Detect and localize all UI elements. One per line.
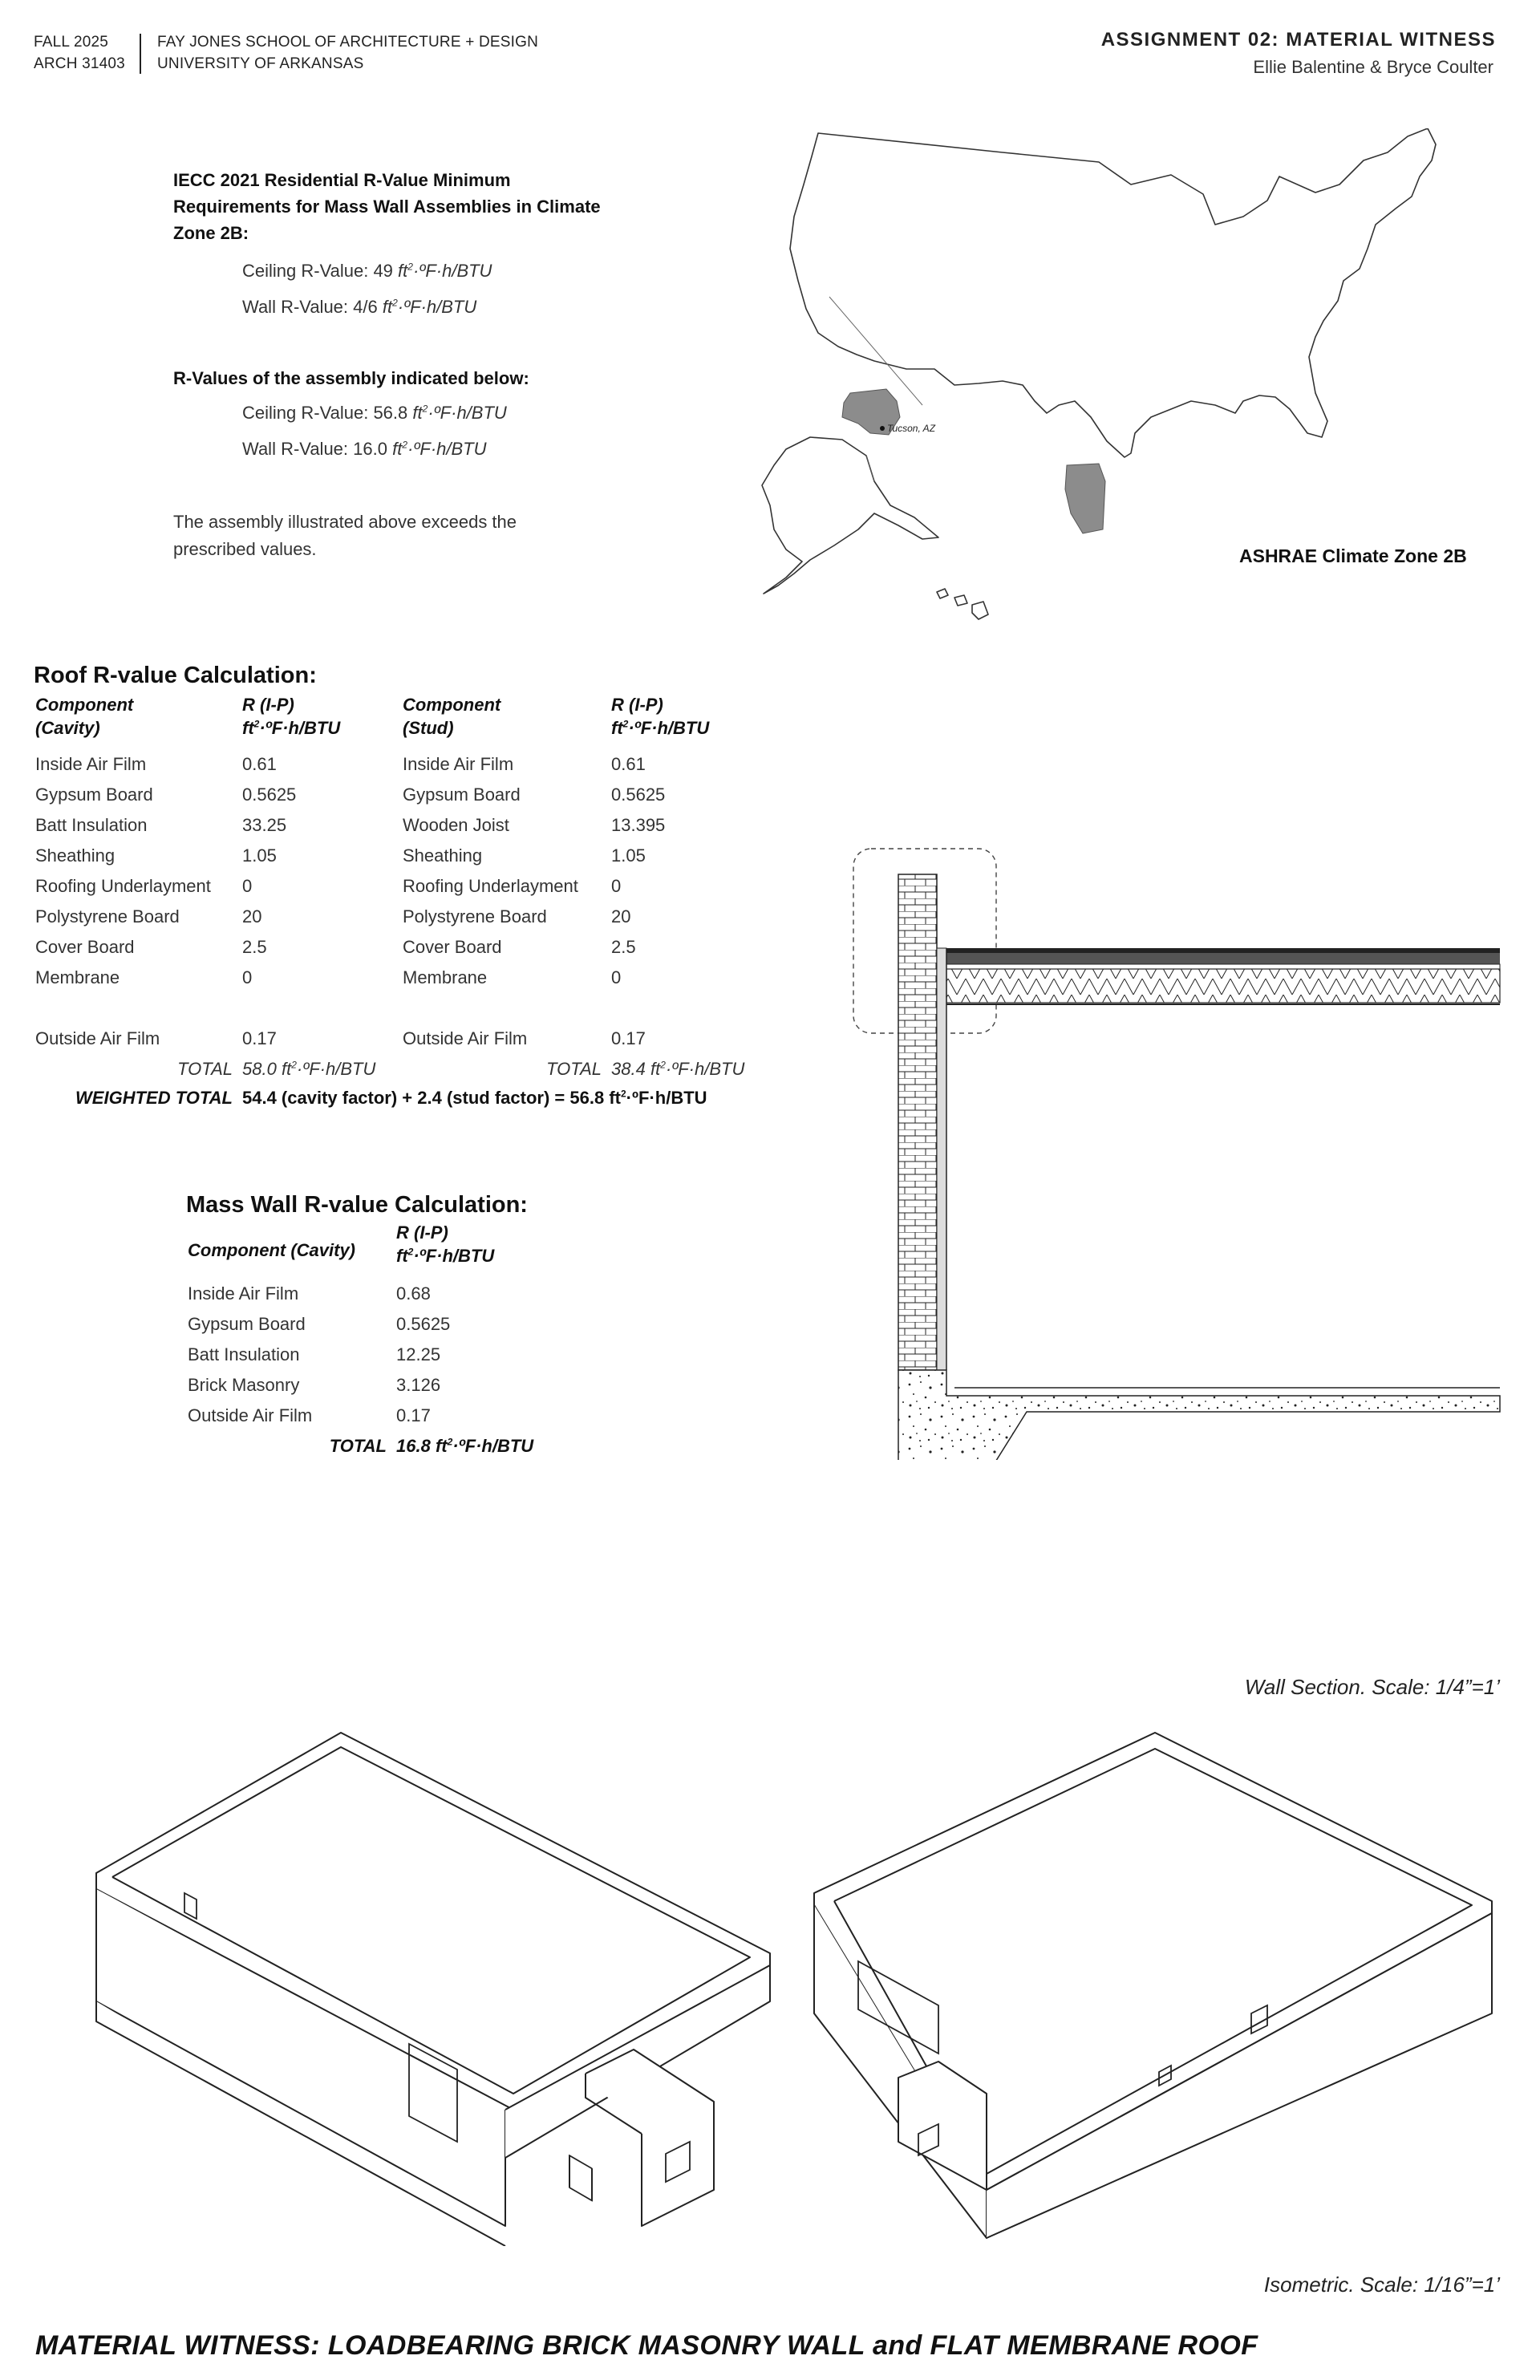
table-cell-r: 0 — [242, 967, 253, 987]
table-row: Polystyrene Board — [35, 906, 180, 926]
table-row: Gypsum Board — [403, 785, 521, 805]
wall-total-label: TOTAL — [329, 1436, 387, 1456]
assembly-title: R-Values of the assembly indicated below: — [173, 368, 529, 388]
table-cell-r: 0.5625 — [396, 1314, 451, 1334]
roof-cavity-r-header: R (I-P) $ft^2\cdot ºF\cdot h$/BTU — [242, 695, 341, 738]
table-cell-r: 2.5 — [242, 937, 267, 957]
table-cell-r: 13.395 — [611, 815, 666, 835]
assembly-note: The assembly illustrated above exceeds the prescribed values. — [173, 512, 517, 559]
school-label: FAY JONES SCHOOL OF ARCHITECTURE + DESIGN — [157, 34, 539, 51]
tucson-marker — [880, 426, 885, 431]
wall-component-header: Component (Cavity) — [188, 1240, 355, 1260]
table-cell-r: 0.5625 — [611, 785, 666, 805]
table-cell-r: 0.17 — [242, 1028, 277, 1048]
wall-section-drawing — [842, 834, 1524, 1460]
table-row: Outside Air Film — [403, 1028, 528, 1048]
table-row: Sheathing — [403, 845, 483, 866]
isometric-view-left — [80, 1709, 786, 2246]
table-cell-r: 0.5625 — [242, 785, 297, 805]
roof-cover-board — [946, 953, 1500, 964]
slab-footing — [898, 1370, 1500, 1460]
min-ceiling-r: Ceiling R-Value: 49 $ft^2\cdot ºF\cdot h$/BTU — [242, 261, 492, 281]
climate-zone-label: ASHRAE Climate Zone 2B — [1239, 545, 1467, 566]
table-row: Sheathing — [35, 845, 116, 866]
table-cell-r: 0.68 — [396, 1283, 431, 1304]
hawaii-island — [972, 602, 988, 619]
table-cell-r: 20 — [242, 906, 262, 926]
university-label: UNIVERSITY OF ARKANSAS — [157, 55, 364, 72]
hawaii-island — [954, 595, 967, 606]
table-row: Cover Board — [403, 937, 502, 957]
roof-cavity-total-label: TOTAL — [177, 1059, 233, 1079]
roof-stud-header: Component (Stud) — [403, 695, 501, 738]
assignment-title: ASSIGNMENT 02: MATERIAL WITNESS — [1100, 29, 1496, 51]
alaska-outline — [762, 437, 938, 594]
isometric-view-right — [802, 1709, 1508, 2246]
table-row: Membrane — [403, 967, 488, 987]
table-row: Outside Air Film — [35, 1028, 160, 1048]
authors: Ellie Balentine & Bryce Coulter — [1253, 57, 1493, 77]
wall-insulation — [937, 948, 946, 1370]
wall-calc-title: Mass Wall R-value Calculation: — [186, 1192, 528, 1218]
table-row: Polystyrene Board — [403, 906, 547, 926]
table-row: Membrane — [35, 967, 120, 987]
wall-total-value: 16.8 $ft^2\cdot ºF\cdot h$/BTU — [396, 1436, 534, 1456]
table-cell-r: 1.05 — [242, 845, 277, 866]
hawaii-island — [937, 589, 948, 598]
table-row: Gypsum Board — [188, 1314, 306, 1334]
table-row: Inside Air Film — [35, 754, 147, 774]
roof-calc-title: Roof R-value Calculation: — [34, 663, 317, 688]
roof-cavity-total: 58.0 $ft^2\cdot ºF\cdot h$/BTU — [242, 1059, 376, 1079]
tucson-label: Tucson, AZ — [887, 423, 936, 434]
weighted-total-label: WEIGHTED TOTAL — [75, 1088, 233, 1108]
table-cell-r: 0.61 — [611, 754, 646, 774]
table-row: Inside Air Film — [403, 754, 514, 774]
table-row: Batt Insulation — [35, 815, 148, 835]
table-cell-r: 0 — [242, 876, 253, 896]
roof-stud-r-header: R (I-P) $ft^2\cdot ºF\cdot h$/BTU — [611, 695, 710, 738]
section-caption: Wall Section. Scale: 1/4”=1’ — [1244, 1675, 1500, 1699]
min-wall-r: Wall R-Value: 4/6 $ft^2\cdot ºF\cdot h$/BTU — [242, 297, 477, 317]
asm-ceiling-r: Ceiling R-Value: 56.8 $ft^2\cdot ºF\cdot h$/BTU — [242, 403, 507, 423]
roof-stud-total-label: TOTAL — [546, 1059, 602, 1079]
roof-stud-total: 38.4 $ft^2\cdot ºF\cdot h$/BTU — [611, 1059, 745, 1079]
table-cell-r: 0.17 — [396, 1405, 431, 1425]
table-cell-r: 20 — [611, 906, 631, 926]
zone-2b-texas — [1065, 464, 1105, 533]
isometric-caption: Isometric. Scale: 1/16”=1’ — [1263, 2273, 1500, 2297]
table-cell-r: 1.05 — [611, 845, 646, 866]
footer-title: MATERIAL WITNESS: LOADBEARING BRICK MASONRY WALL and FLAT MEMBRANE ROOF — [35, 2330, 1258, 2361]
course-label: ARCH 31403 — [34, 55, 125, 72]
table-row: Roofing Underlayment — [35, 876, 211, 896]
weighted-total-value: 54.4 (cavity factor) + 2.4 (stud factor) = 56.8 $ft^2\cdot ºF\cdot h$/BTU — [242, 1088, 707, 1108]
table-cell-r: 0 — [611, 967, 622, 987]
table-row: Cover Board — [35, 937, 135, 957]
roof-insulation — [946, 969, 1500, 1003]
table-row: Inside Air Film — [188, 1283, 299, 1304]
wall-r-header: R (I-P) $ft^2\cdot ºF\cdot h$/BTU — [396, 1222, 495, 1266]
table-cell-r: 0.17 — [611, 1028, 646, 1048]
table-cell-r: 0 — [611, 876, 622, 896]
table-cell-r: 2.5 — [611, 937, 636, 957]
roof-cavity-header: Component (Cavity) — [35, 695, 134, 738]
table-cell-r: 12.25 — [396, 1344, 441, 1364]
table-cell-r: 3.126 — [396, 1375, 441, 1395]
roof-board-layer — [946, 964, 1500, 969]
table-row: Roofing Underlayment — [403, 876, 578, 896]
table-cell-r: 0.61 — [242, 754, 277, 774]
table-cell-r: 33.25 — [242, 815, 287, 835]
asm-wall-r: Wall R-Value: 16.0 $ft^2\cdot ºF\cdot h$/BTU — [242, 439, 487, 459]
table-row: Brick Masonry — [188, 1375, 300, 1395]
table-row: Outside Air Film — [188, 1405, 313, 1425]
table-row: Gypsum Board — [35, 785, 153, 805]
table-row: Batt Insulation — [188, 1344, 300, 1364]
brick-wall — [898, 874, 937, 1370]
iecc-title: IECC 2021 Residential R-Value Minimum Requirements for Mass Wall Assemblies in Climate Zone 2B: — [173, 170, 601, 243]
roof-membrane — [946, 948, 1500, 953]
header-divider — [140, 34, 141, 74]
table-row: Wooden Joist — [403, 815, 509, 835]
term-label: FALL 2025 — [34, 34, 109, 51]
